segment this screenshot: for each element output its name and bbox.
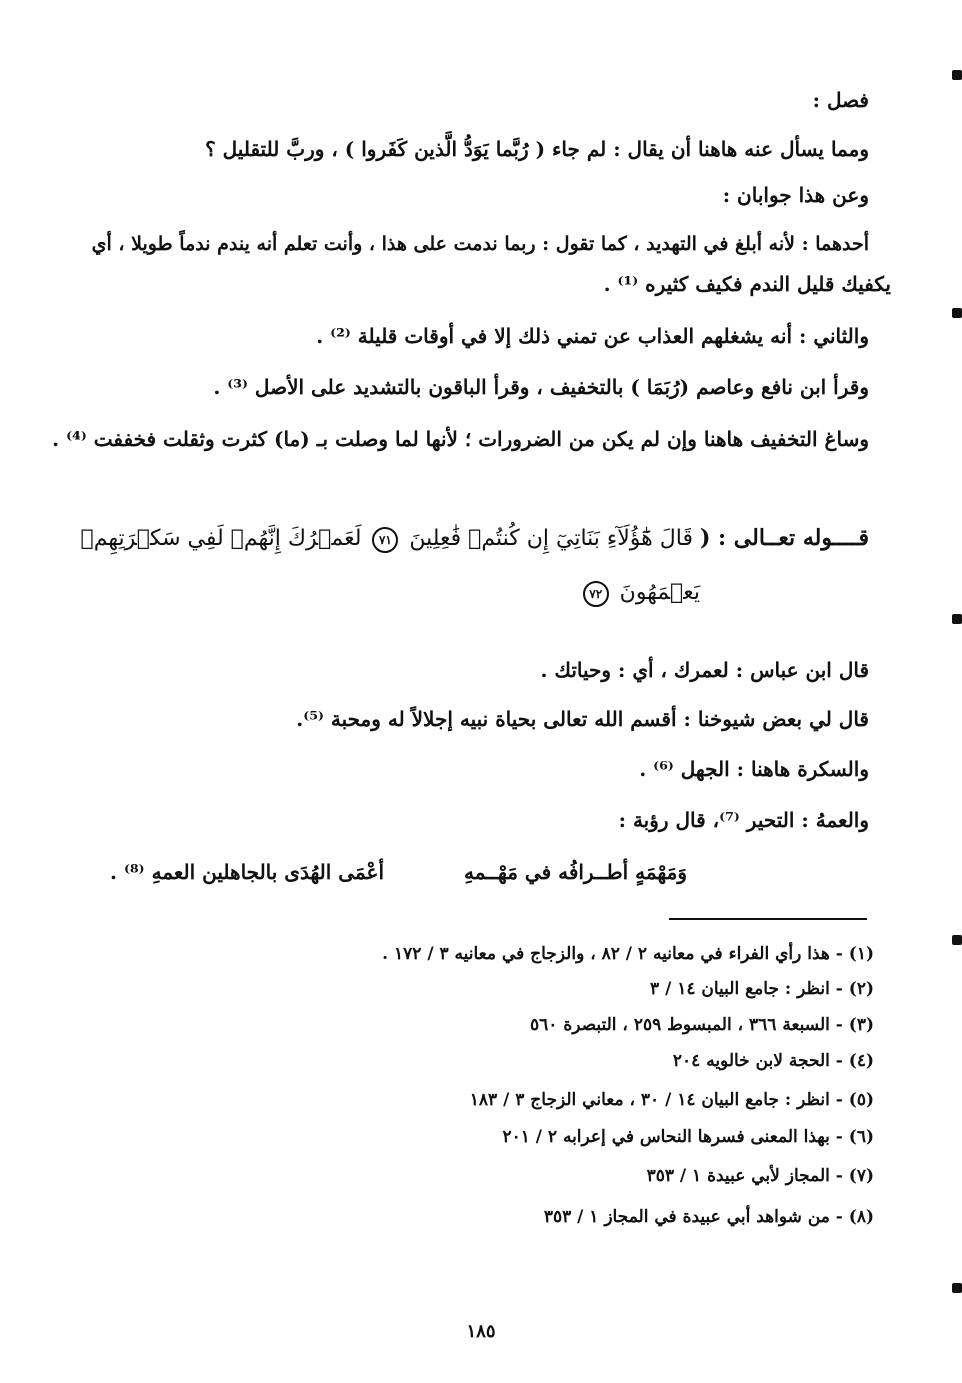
footnote-item: (٤) - الحجة لابن خالويه ٢٠٤ [672,1051,874,1071]
paragraph-line: والعمهُ : التحير ⁽⁷⁾، قال رؤبة : [618,808,869,832]
paragraph-line: وقرأ ابن نافع وعاصم (رُبَمَا ) بالتخفيف ، وقرأ الباقون بالتشديد على الأصل ⁽³⁾ . [213,375,869,399]
paragraph-line: يكفيك قليل الندم فكيف كثيره ⁽¹⁾ . [603,272,891,296]
paragraph-line: أحدهما : لأنه أبلغ في التهديد ، كما تقول : ربما ندمت على هذا ، وأنت تعلم أنه يندم ندماً طويلا ، أي [91,233,869,255]
paragraph-line: والثاني : أنه يشغلهم العذاب عن تمني ذلك إلا في أوقات قليلة ⁽²⁾ . [316,324,869,348]
scan-edge-mark [952,308,962,318]
poem-hemistich: وَمَهْمَهٍ أطــرافُه في مَهْــمهِ [464,860,687,884]
quran-verse-text: لَعَمۡرُكَ إِنَّهُمۡ لَفِي سَكۡرَتِهِمۡ [80,526,362,551]
scan-edge-mark [952,935,962,945]
paragraph-line: وعن هذا جوابان : [722,183,869,207]
section-heading: فصل : [812,88,869,112]
verse-block-line1 [81,524,870,553]
quran-verse-text: يَعۡمَهُونَ [619,580,700,605]
footnote-item: (٥) - انظر : جامع البيان ١٤ / ٣٠ ، معاني الزجاج ٣ / ١٨٣ [469,1090,874,1110]
scan-edge-mark [952,70,962,80]
paragraph-line: ومما يسأل عنه هاهنا أن يقال : لم جاء ( رُبَّما يَوَدُّ الَّذين كَفَروا ) ، وربَّ للتقليل ؟ [205,137,869,161]
quran-verse-text: قَالَ هَٰٓؤُلَآءِ بَنَاتِيٓ إِن كُنتُمۡ فَٰعِلِينَ [409,526,693,551]
scan-edge-mark [952,1283,962,1293]
poem-hemistich: أعْمَى الهُدَى بالجاهلين العمهِ ⁽⁸⁾ . [110,860,384,884]
footnote-item: (٢) - انظر : جامع البيان ١٤ / ٣ [650,979,874,999]
verse-number-marker: ٧٢ [583,581,609,607]
verse-intro-label: قــــوله تعــالى : ( [699,525,869,551]
paragraph-line: قال لي بعض شيوخنا : أقسم الله تعالى بحياة نبيه إجلالاً له ومحبة ⁽⁵⁾. [296,707,869,731]
footnote-separator [669,918,867,920]
footnote-item: (٣) - السبعة ٣٦٦ ، المبسوط ٢٥٩ ، التبصرة ٥٦٠ [530,1015,874,1035]
verse-number-marker: ٧١ [372,527,398,553]
page-number: ١٨٥ [466,1321,496,1342]
footnote-item: (٨) - من شواهد أبي عبيدة في المجاز ١ / ٣٥٣ [543,1207,874,1227]
footnote-item: (٦) - بهذا المعنى فسرها النحاس في إعرابه ٢ / ٢٠١ [502,1127,874,1147]
verse-block-line2 [579,578,700,607]
footnote-item: (٧) - المجاز لأبي عبيدة ١ / ٣٥٣ [646,1166,874,1186]
paragraph-line: والسكرة هاهنا : الجهل ⁽⁶⁾ . [639,757,869,781]
footnote-item: (١) - هذا رأي الفراء في معانيه ٢ / ٨٢ ، والزجاج في معانيه ٣ / ١٧٢ . [382,944,874,964]
paragraph-line: وساغ التخفيف هاهنا وإن لم يكن من الضرورات ؛ لأنها لما وصلت بـ (ما) كثرت وثقلت فخففت ⁽⁴⁾ . [52,427,869,451]
scan-edge-mark [952,614,962,624]
paragraph-line: قال ابن عباس : لعمرك ، أي : وحياتك . [540,658,869,682]
